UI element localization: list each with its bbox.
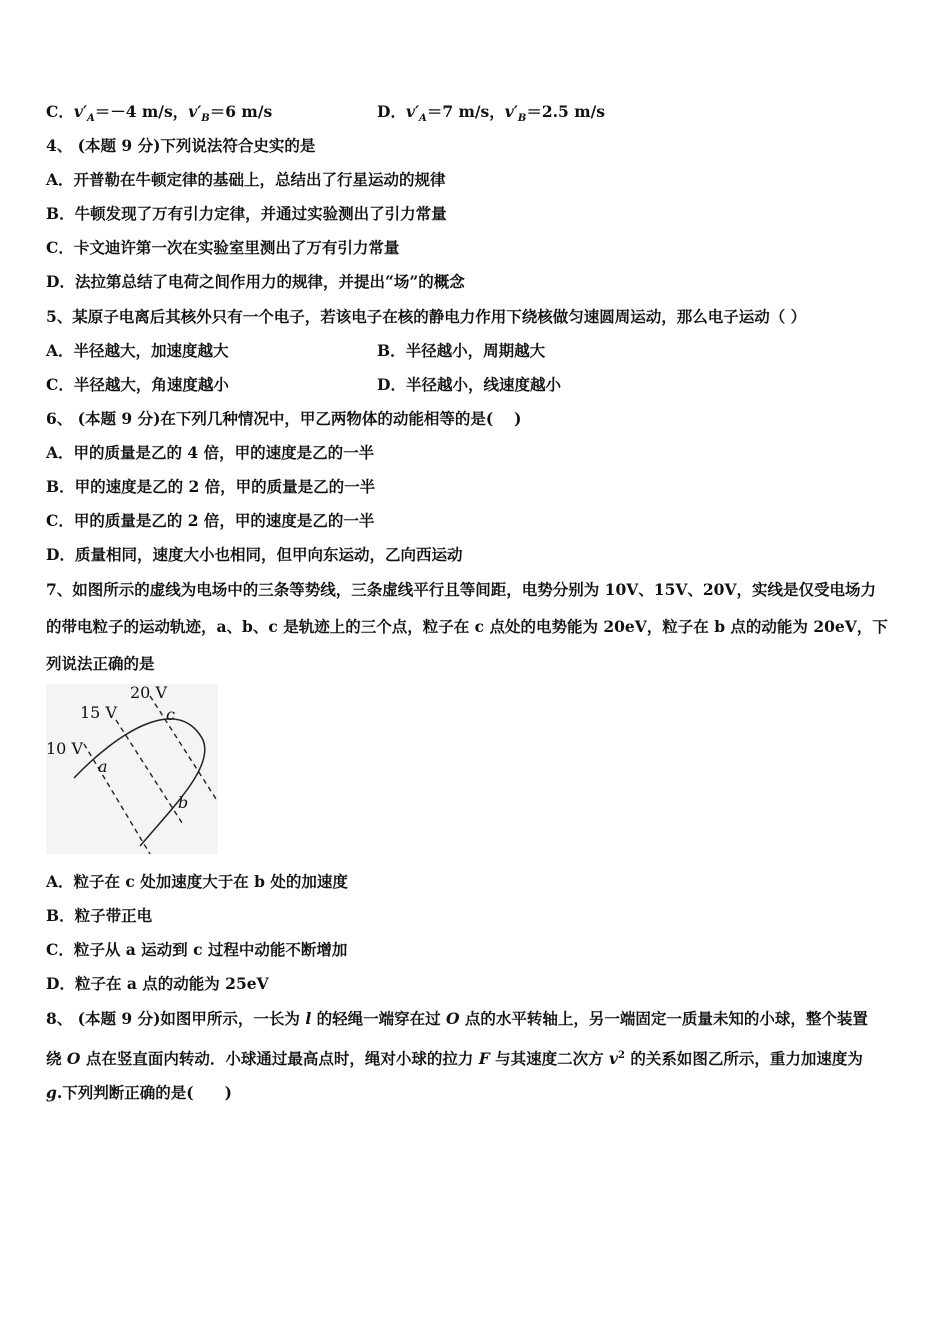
label-20v: 20 V [130, 684, 167, 702]
q7-stem-line-3: 列说法正确的是 [46, 654, 155, 673]
label-15v: 15 V [80, 703, 117, 722]
q7-stem-line-1: 7、如图所示的虚线为电场中的三条等势线，三条虚线平行且等间距，电势分别为 10V、15V、20V，实线是仅受电场力 [46, 580, 876, 599]
q7-option-a: A．粒子在 c 处加速度大于在 b 处的加速度 [46, 872, 348, 891]
q6-option-c: C．甲的质量是乙的 2 倍，甲的速度是乙的一半 [46, 511, 375, 530]
label-point-a: a [98, 757, 108, 776]
q3-option-d: D．$v'_A=7$ m/s，$v'_B=2.5$ m/s [377, 102, 605, 125]
q5-option-c: C．半径越大，角速度越小 [46, 375, 229, 394]
q7-option-c: C．粒子从 a 运动到 c 过程中动能不断增加 [46, 940, 348, 959]
q4-option-c: C．卡文迪许第一次在实验室里测出了万有引力常量 [46, 238, 400, 257]
equipotential-line-20v [150, 696, 218, 802]
q4-option-d: D．法拉第总结了电荷之间作用力的规律，并提出“场”的概念 [46, 272, 465, 291]
q7-option-d: D．粒子在 a 点的动能为 25eV [46, 974, 269, 993]
q5-option-d: D．半径越小，线速度越小 [377, 375, 561, 394]
q5-stem: 5、某原子电离后其核外只有一个电子，若该电子在核的静电力作用下绕核做匀速圆周运动，那么电子运动（ ） [46, 307, 807, 326]
q4-option-b: B．牛顿发现了万有引力定律，并通过实验测出了引力常量 [46, 204, 447, 223]
q7-stem-line-2: 的带电粒子的运动轨迹，a、b、c 是轨迹上的三个点，粒子在 c 点处的电势能为 20eV，粒子在 b 点的动能为 20eV，下 [46, 617, 888, 636]
label-10v: 10 V [46, 739, 83, 758]
q6-option-b: B．甲的速度是乙的 2 倍，甲的质量是乙的一半 [46, 477, 376, 496]
q6-option-a: A．甲的质量是乙的 4 倍，甲的速度是乙的一半 [46, 443, 375, 462]
q4-option-a: A．开普勒在牛顿定律的基础上，总结出了行星运动的规律 [46, 170, 446, 189]
q8-stem-line-2: 绕 O 点在竖直面内转动．小球通过最高点时，绳对小球的拉力 F 与其速度二次方 $v^2$ 的关系如图乙所示，重力加速度为 [46, 1049, 863, 1069]
q8-stem-line-3: g.下列判断正确的是( ) [46, 1083, 232, 1102]
equipotential-line-15v [116, 720, 184, 826]
label-point-b: b [178, 793, 189, 812]
q5-option-a: A．半径越大，加速度越大 [46, 341, 229, 360]
q6-stem: 6、 (本题 9 分)在下列几种情况中，甲乙两物体的动能相等的是( ) [46, 409, 522, 428]
q3-option-c: C．$v'_A=-4$ m/s，$v'_B=6$ m/s [46, 102, 273, 125]
equipotential-figure [46, 684, 218, 854]
q8-stem-line-1: 8、 (本题 9 分)如图甲所示，一长为 l 的轻绳一端穿在过 O 点的水平转轴上，另一端固定一质量未知的小球，整个装置 [46, 1009, 868, 1028]
q6-option-d: D．质量相同，速度大小也相同，但甲向东运动，乙向西运动 [46, 545, 463, 564]
equipotential-diagram [46, 684, 218, 854]
q7-option-b: B．粒子带正电 [46, 906, 153, 925]
equipotential-line-10v [84, 744, 150, 854]
q4-stem: 4、 (本题 9 分)下列说法符合史实的是 [46, 136, 316, 155]
q5-option-b: B．半径越小，周期越大 [377, 341, 546, 360]
label-point-c: c [166, 705, 175, 724]
particle-trajectory [74, 719, 205, 846]
